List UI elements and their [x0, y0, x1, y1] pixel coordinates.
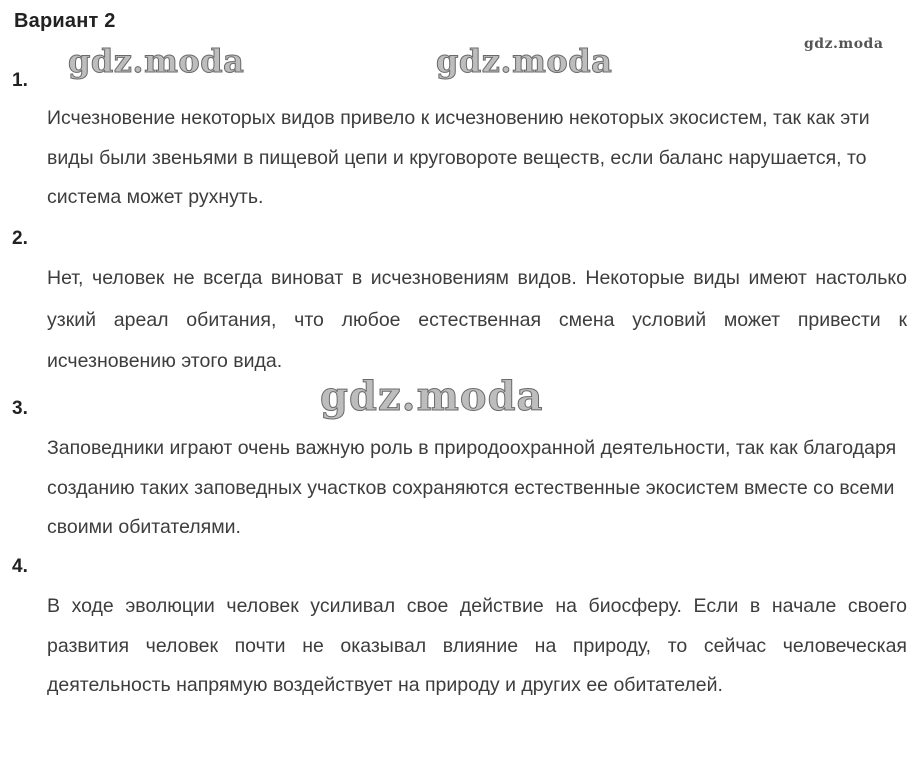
watermark-top-center: gdz.moda — [436, 42, 613, 80]
watermark-top-left: gdz.moda — [68, 42, 245, 80]
section-1-text: Исчезновение некоторых видов привело к исчезновению некоторых экосистем, так как эти виды были звеньями в пищевой цепи и круговороте веществ, если баланс нарушается, то система может рухнуть. — [47, 107, 870, 208]
section-3-text: Заповедники играют очень важную роль в природоохранной деятельности, так как благодаря созданию таких заповедных участков сохраняются естественные экосистем вместе со всеми своими обитателями. — [47, 437, 897, 538]
section-4-text: В ходе эволюции человек усиливал свое действие на биосферу. Если в начале своего развития человек почти не оказывал влияние на природу, то сейчас человеческая деятельность напрямую воздействует на природу и других ее обитателей. — [47, 595, 907, 696]
watermark-top-right: gdz.moda — [804, 36, 884, 52]
section-2-text: Нет, человек не всегда виноват в исчезновениям видов. Некоторые виды имеют настолько узкий ареал обитания, что любое естественная смена условий может привести к исчезновению этого вида. — [47, 267, 907, 372]
watermark-middle: gdz.moda — [320, 373, 544, 420]
variant-title: Вариант 2 — [14, 10, 116, 32]
section-1-number: 1. — [12, 70, 28, 91]
section-4-number: 4. — [12, 556, 28, 577]
section-2-number: 2. — [12, 228, 28, 249]
section-3-number: 3. — [12, 398, 28, 419]
